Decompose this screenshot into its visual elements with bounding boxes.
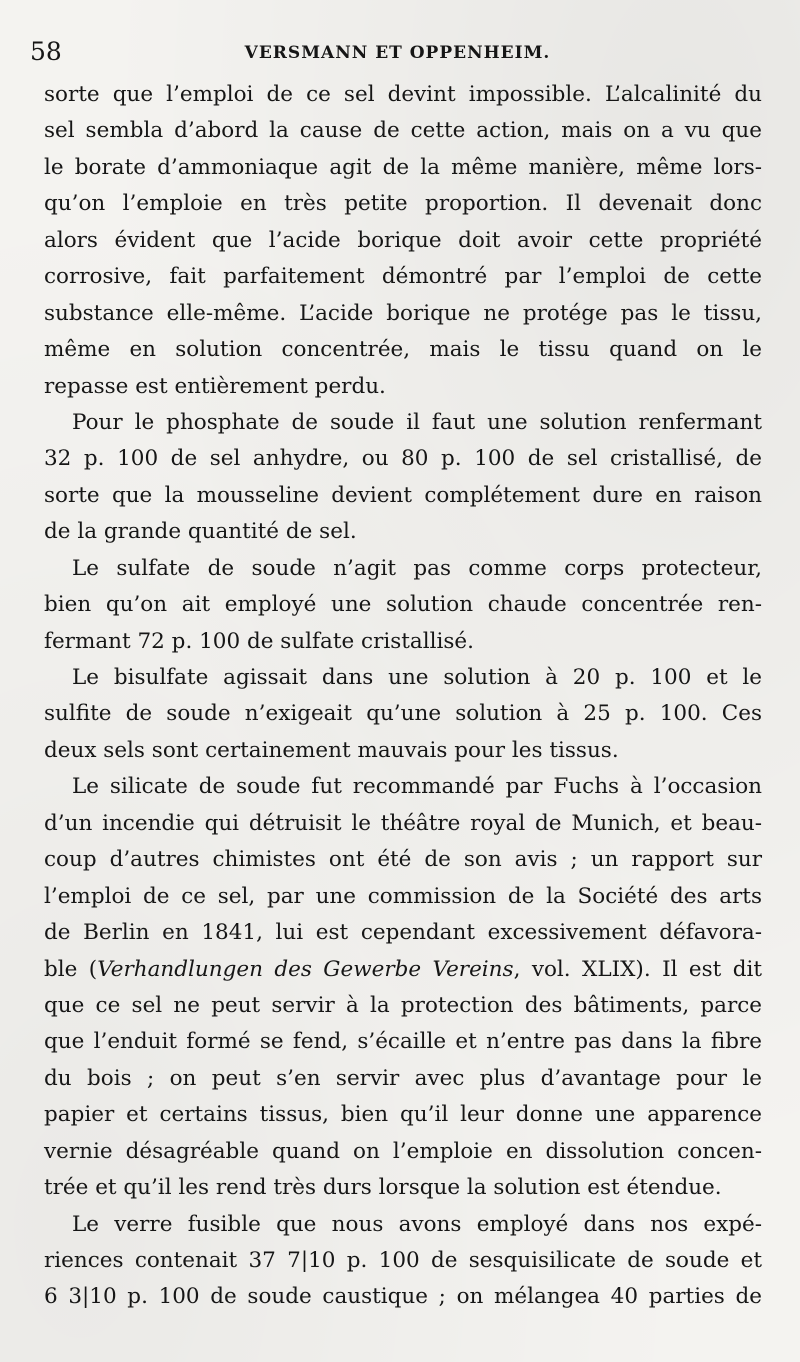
text-line: riences contenait 37 7|10 p. 100 de sesquisilicate de soude et xyxy=(44,1248,762,1273)
text-line: trée et qu’il les rend très durs lorsque la solution est étendue. xyxy=(44,1175,722,1201)
italic-citation-title: Verhandlungen des Gewerbe Vereins xyxy=(97,956,514,982)
text-line: que ce sel ne peut servir à la protection des bâtiments, parce xyxy=(44,992,762,1018)
text-line: Le sulfate de soude n’agit pas comme corps protecteur, xyxy=(72,555,762,581)
text-fragment: ble ( xyxy=(44,956,98,982)
text-line: de Berlin en 1841, lui est cependant excessivement défavora- xyxy=(44,920,762,946)
text-line: substance elle-même. L’acide borique ne protége pas le tissu, xyxy=(44,300,762,326)
text-line: Le bisulfate agissait dans une solution à 20 p. 100 et le xyxy=(72,665,762,690)
text-line: d’un incendie qui détruisit le théâtre royal de Munich, et beau- xyxy=(44,810,762,836)
running-header xyxy=(30,36,765,68)
text-line: de la grande quantité de sel. xyxy=(44,519,357,545)
text-line: Pour le phosphate de soude il faut une solution renfermant xyxy=(72,409,762,435)
text-line: deux sels sont certainement mauvais pour les tissus. xyxy=(44,737,619,763)
text-line: que l’enduit formé se fend, s’écaille et n’entre pas dans la fibre xyxy=(44,1029,762,1055)
text-line-with-citation xyxy=(44,952,762,988)
text-line: Le silicate de soude fut recommandé par Fuchs à l’occasion xyxy=(72,774,762,800)
text-line: sorte que l’emploi de ce sel devint impossible. L’alcalinité du xyxy=(44,82,762,107)
text-line: qu’on l’emploie en très petite proportion. Il devenait donc xyxy=(44,191,762,217)
text-line: 32 p. 100 de sel anhydre, ou 80 p. 100 de sel cristallisé, de xyxy=(44,446,762,472)
text-line: sorte que la mousseline devient complétement dure en raison xyxy=(44,482,762,508)
text-line: bien qu’on ait employé une solution chaude concentrée ren- xyxy=(44,592,762,618)
text-line: sulfite de soude n’exigeait qu’une solution à 25 p. 100. Ces xyxy=(44,701,762,727)
text-line: coup d’autres chimistes ont été de son avis ; un rapport sur xyxy=(44,847,762,873)
text-line: vernie désagréable quand on l’emploie en dissolution concen- xyxy=(44,1138,762,1164)
text-line: du bois ; on peut s’en servir avec plus d’avantage pour le xyxy=(44,1065,762,1091)
text-line: papier et certains tissus, bien qu’il leur donne une apparence xyxy=(44,1102,762,1128)
text-line: sel sembla d’abord la cause de cette action, mais on a vu que xyxy=(44,118,762,144)
page-number: 58 xyxy=(30,37,62,66)
text-line: même en solution concentrée, mais le tissu quand on le xyxy=(44,337,762,363)
text-line: 6 3|10 p. 100 de soude caustique ; on mélangea 40 parties de xyxy=(44,1284,762,1310)
text-line: le borate d’ammoniaque agit de la même manière, même lors- xyxy=(44,154,762,180)
text-line: l’emploi de ce sel, par une commission de la Société des arts xyxy=(44,883,762,909)
text-line: Le verre fusible que nous avons employé dans nos expé- xyxy=(72,1211,762,1237)
text-line: repasse est entièrement perdu. xyxy=(44,373,386,399)
text-line: alors évident que l’acide borique doit avoir cette propriété xyxy=(44,227,762,253)
body-text xyxy=(44,77,762,1316)
text-line: fermant 72 p. 100 de sulfate cristallisé. xyxy=(44,628,474,654)
text-line: corrosive, fait parfaitement démontré par l’emploi de cette xyxy=(44,264,762,290)
text-fragment: , vol. XLIX). Il est dit xyxy=(513,956,762,982)
running-title: VERSMANN ET OPPENHEIM. xyxy=(244,43,551,63)
